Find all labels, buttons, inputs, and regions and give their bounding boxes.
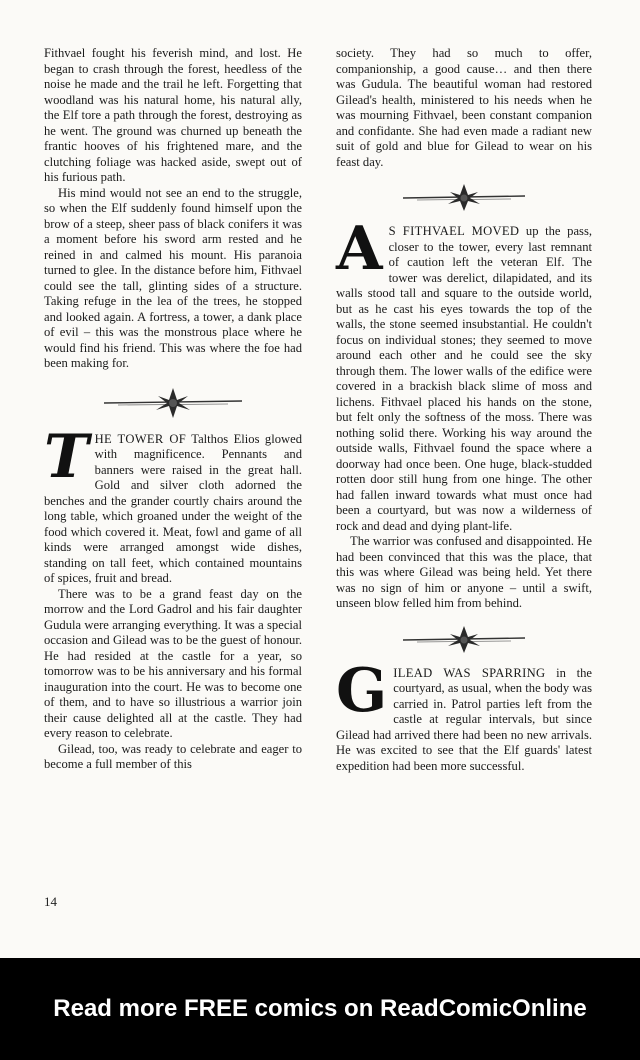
paragraph-text: in the courtyard, as usual, when the body was carried in. Patrol parties left from the castle at regular intervals, but since Gilead had arrived there had been no new arrivals. He was excited to see that the Elf guards' latest expedition had been more successful. [336, 665, 592, 773]
small-caps-lead: S FITHVAEL MOVED [388, 224, 520, 238]
paragraph-with-dropcap [336, 214, 592, 534]
ornament-divider-icon [98, 382, 248, 422]
promo-banner-text[interactable]: Read more FREE comics on ReadComicOnline [53, 995, 587, 1022]
promo-banner[interactable] [0, 958, 640, 1060]
page-number: 14 [44, 894, 57, 909]
small-caps-lead: HE TOWER OF [94, 431, 187, 446]
right-text-column [336, 46, 592, 774]
paragraph-text: Talthos Elios glowed with magnificence. Pennants and banners were raised in the great hall. Gold and silver cloth adorned the benches and the grander courtly chairs around the long table, which groaned under the weight of the food which covered it. Meat, fowl and game of all kinds were arranged amongst wide dishes, standing on tall feet, which contained mountains of spices, fruit and bread. [44, 431, 303, 585]
paragraph: Fithvael fought his feverish mind, and lost. He began to crash through the forest, heedless of the noise he made and the trail he left. Forgetting that woodland was his natural home, his natural ally, the Elf tore a path through the forest, destroying as he went. The ground was churned up beneath the frantic hooves of his frightened mare, and the clutching foliage was hacked aside, swept out of his furious path. [44, 46, 302, 184]
paragraph: society. They had so much to offer, companionship, a good cause… and then there was Gudula. The beautiful woman had restored Gilead's health, ministered to his needs when he was mourning Fithvael, been constant companion and confidante. She had even made a radiant new suit of gold and blue for Gilead to wear on his feast day. [336, 46, 592, 169]
paragraph: There was to be a grand feast day on the morrow and the Lord Gadrol and his fair daughter Gudula were arranging everything. It was a special occasion and Gilead was to be the guest of honour. He had resided at the castle for a year, so tomorrow was to be his anniversary and his formal inauguration into the court. He was to become one of them, and to have so illustrious a warrior join their cause delighted all at the castle. They had every reason to celebrate. [44, 586, 302, 740]
paragraph: His mind would not see an end to the struggle, so when the Elf suddenly found himself upon the brow of a steep, sheer pass of black conifers it was a moment before his sword arm rested and he reined in and calmed his mount. His paranoia turned to glee. In the distance before him, Fithvael could see the tall, glinting sides of a structure. Taking refuge in the lea of the trees, he stopped and looked again. A fortress, a tower, a dank place of evil – this was the monstrous place where he would find his friend. This was where the foe had been making for. [44, 185, 302, 370]
paragraph-with-dropcap [44, 421, 303, 587]
drop-cap: A [336, 214, 383, 284]
drop-cap: T [44, 421, 89, 492]
ornament-divider-icon [399, 622, 529, 656]
paragraph: Gilead, too, was ready to celebrate and eager to become a full member of this [44, 741, 302, 771]
drop-cap: G [336, 655, 388, 726]
paragraph: The warrior was confused and disappointed. He had been convinced that this was the place, that this was where Gilead was being held. Yet there was no sign of him or anyone – until a swift, unseen blow felled him from behind. [336, 534, 592, 610]
paragraph-text: up the pass, closer to the tower, every last remnant of caution left the veteran Elf. The tower was derelict, dilapidated, and its walls stood tall and square to the outside world, but as he cast his eyes towards the top of the walls, the stone seemed insubstantial. He couldn't focus on individual stones; they seemed to move around each other and he could see the sky through them. The lower walls of the edifice were covered in a brackish black slime of moss and lichens. Fithvael placed his hands on the stone, but felt only the softness of the moss. There was nothing solid there. Working his way around the outside walls, Fithvael found the space where a doorway had once been. One huge, black-studded rotten door still hung from one hinge. The other had fallen inward towards what must once had been a courtyard, but was now a wilderness of rock and dead and dying plant-life. [336, 224, 592, 533]
paragraph-with-dropcap [336, 655, 592, 775]
left-text-column [44, 46, 302, 773]
ornament-divider-icon [399, 180, 529, 214]
small-caps-lead: ILEAD WAS SPARRING [393, 665, 546, 680]
